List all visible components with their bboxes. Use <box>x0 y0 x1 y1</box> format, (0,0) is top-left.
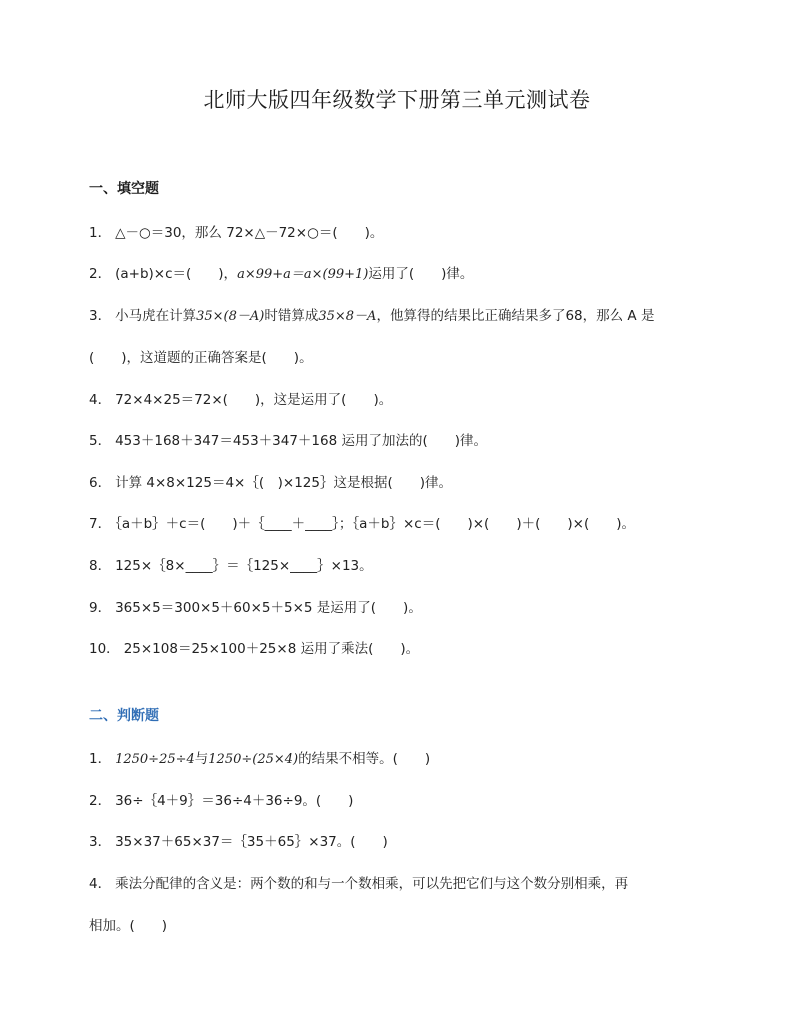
question-number: 3． <box>89 308 112 324</box>
question-number: 8． <box>89 558 112 574</box>
question-text: 乘法分配律的含义是：两个数的和与一个数相乘，可以先把它们与这个数分别相乘，再 <box>115 876 629 892</box>
section-heading-true-false: 二、判断题 <box>89 708 159 724</box>
question-1-3-continued: ( )，这道题的正确答案是( )。 <box>89 350 313 366</box>
math-expression: 35×8－A <box>318 309 377 324</box>
question-number: 9． <box>89 600 112 616</box>
question-text-mid: 时错算成 <box>264 308 319 324</box>
math-expression: 35×(8－A) <box>196 309 265 324</box>
question-2-3 <box>89 830 388 850</box>
question-number: 6． <box>89 475 112 491</box>
question-text: 125×｛8×____｝＝｛125×____｝×13。 <box>115 558 373 574</box>
question-number: 5． <box>89 433 112 449</box>
question-text-post: ，他算得的结果比正确结果多了68，那么 A 是 <box>376 308 655 324</box>
question-1-10 <box>89 637 419 657</box>
question-text: 36÷｛4＋9｝＝36÷4＋36÷9。( ) <box>115 793 354 809</box>
question-text-post: 的结果不相等。( ) <box>298 751 431 767</box>
question-text: 35×37＋65×37＝｛35＋65｝×37。( ) <box>115 834 388 850</box>
question-text: 72×4×25＝72×( )，这是运用了( )。 <box>115 392 393 408</box>
question-2-4-continued: 相加。( ) <box>89 918 168 934</box>
question-text-pre: 小马虎在计算 <box>115 308 197 324</box>
question-text-mid: 与 <box>194 751 209 767</box>
question-number: 4． <box>89 392 112 408</box>
question-1-2 <box>89 262 473 282</box>
question-2-2 <box>89 789 353 809</box>
question-text: 25×108＝25×100＋25×8 运用了乘法( )。 <box>123 641 420 657</box>
question-2-4 <box>89 872 628 892</box>
question-number: 3． <box>89 834 112 850</box>
question-text: △－○＝30，那么 72×△－72×○＝( )。 <box>115 225 384 241</box>
question-1-8 <box>89 554 373 574</box>
question-2-1 <box>89 747 430 767</box>
question-1-7 <box>89 512 635 532</box>
section-heading-fill-blank: 一、填空题 <box>89 181 159 197</box>
question-text-pre: (a+b)×c＝( )， <box>115 266 238 282</box>
question-1-9 <box>89 596 422 616</box>
question-number: 10． <box>89 641 120 657</box>
question-text: 365×5＝300×5＋60×5＋5×5 是运用了( )。 <box>115 600 422 616</box>
question-number: 7． <box>89 516 112 532</box>
question-1-6 <box>89 471 452 491</box>
question-1-4 <box>89 388 392 408</box>
math-expression: 1250÷(25×4) <box>208 752 299 767</box>
question-text: ｛a＋b｝＋c＝( )＋｛____＋____｝；｛a＋b｝×c＝( )×( )＋( )×( )。 <box>115 516 635 532</box>
question-number: 1． <box>89 225 112 241</box>
question-number: 2． <box>89 266 112 282</box>
question-text-post: 运用了( )律。 <box>368 266 474 282</box>
question-text: 453＋168＋347＝453＋347＋168 运用了加法的( )律。 <box>115 433 488 449</box>
math-expression: a×99+a＝a×(99+1) <box>237 267 369 282</box>
question-text: 计算 4×8×125＝4×｛( )×125｝这是根据( )律。 <box>115 475 453 491</box>
question-number: 1． <box>89 751 112 767</box>
math-expression: 1250÷25÷4 <box>115 752 195 767</box>
question-number: 4． <box>89 876 112 892</box>
question-number: 2． <box>89 793 112 809</box>
page-title: 北师大版四年级数学下册第三单元测试卷 <box>203 88 591 112</box>
question-1-5 <box>89 429 487 449</box>
question-1-1 <box>89 221 383 241</box>
question-1-3 <box>89 304 654 324</box>
